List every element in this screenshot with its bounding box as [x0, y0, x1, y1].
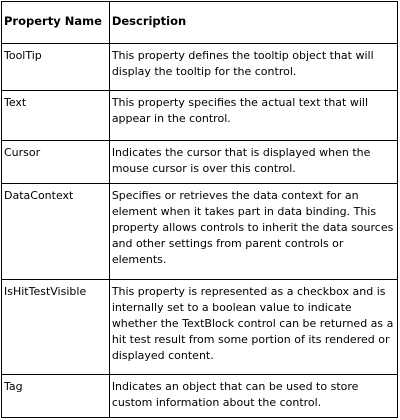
table-row — [2, 184, 398, 280]
table-row — [2, 140, 398, 183]
table-row — [2, 374, 398, 417]
property-name-cell: DataContext — [2, 184, 110, 280]
property-description-cell: Indicates an object that can be used to store custom information about the control. — [109, 374, 397, 417]
property-description-cell: This property specifies the actual text that will appear in the control. — [109, 91, 397, 140]
table-row — [2, 279, 398, 374]
property-description-cell: This property is represented as a checkbox and is internally set to a boolean value to indicate whether the TextBlock control can be returned as a hit test result from some portion of its rendered or displayed content. — [109, 279, 397, 374]
property-name-cell: IsHitTestVisible — [2, 279, 110, 374]
header-description: Description — [109, 2, 397, 44]
property-description-cell: This property defines the tooltip object that will display the tooltip for the control. — [109, 44, 397, 91]
property-description-cell: Indicates the cursor that is displayed when the mouse cursor is over this control. — [109, 140, 397, 183]
property-name-cell: Tag — [2, 374, 110, 417]
table-row — [2, 91, 398, 140]
property-table — [1, 1, 398, 418]
property-name-cell: ToolTip — [2, 44, 110, 91]
property-name-cell: Text — [2, 91, 110, 140]
property-name-cell: Cursor — [2, 140, 110, 183]
header-property-name: Property Name — [2, 2, 110, 44]
table-header-row — [2, 2, 398, 44]
property-description-cell: Specifies or retrieves the data context for an element when it takes part in data binding. This property allows controls to inherit the data sources and other settings from parent controls or elements. — [109, 184, 397, 280]
table-row — [2, 44, 398, 91]
